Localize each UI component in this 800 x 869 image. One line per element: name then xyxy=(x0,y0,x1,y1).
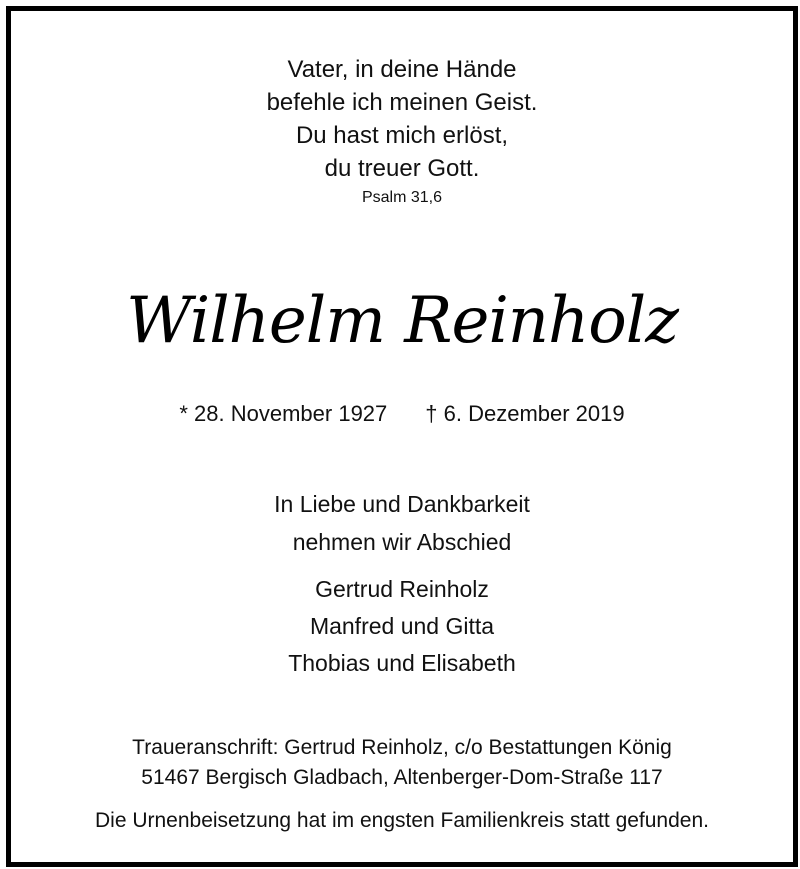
farewell-line-2: nehmen wir Abschied xyxy=(292,529,512,555)
verse-reference: Psalm 31,6 xyxy=(361,189,443,206)
life-dates xyxy=(11,400,793,428)
verse-line-3: Du hast mich erlöst, xyxy=(295,122,509,149)
mourner-2: Manfred und Gitta xyxy=(309,613,495,639)
farewell-line-1: In Liebe und Dankbarkeit xyxy=(274,491,530,517)
death-date: † 6. Dezember 2019 xyxy=(425,401,625,426)
birth-date: * 28. November 1927 xyxy=(179,401,388,426)
burial-notice: Die Urnenbeisetzung hat im engsten Familienkreis statt gefunden. xyxy=(94,809,709,832)
address-line-1: Traueranschrift: Gertrud Reinholz, c/o Bestattungen König xyxy=(132,736,672,759)
verse-line-4: du treuer Gott. xyxy=(324,155,480,182)
mourner-3: Thobias und Elisabeth xyxy=(288,650,516,676)
address-line-2: 51467 Bergisch Gladbach, Altenberger-Dom-Straße 117 xyxy=(141,766,663,789)
verse-line-1: Vater, in deine Hände xyxy=(287,56,517,83)
obituary-frame xyxy=(6,6,798,867)
verse-line-2: befehle ich meinen Geist. xyxy=(266,89,538,116)
mourner-1: Gertrud Reinholz xyxy=(315,576,489,602)
deceased-name: Wilhelm Reinholz xyxy=(126,284,678,358)
